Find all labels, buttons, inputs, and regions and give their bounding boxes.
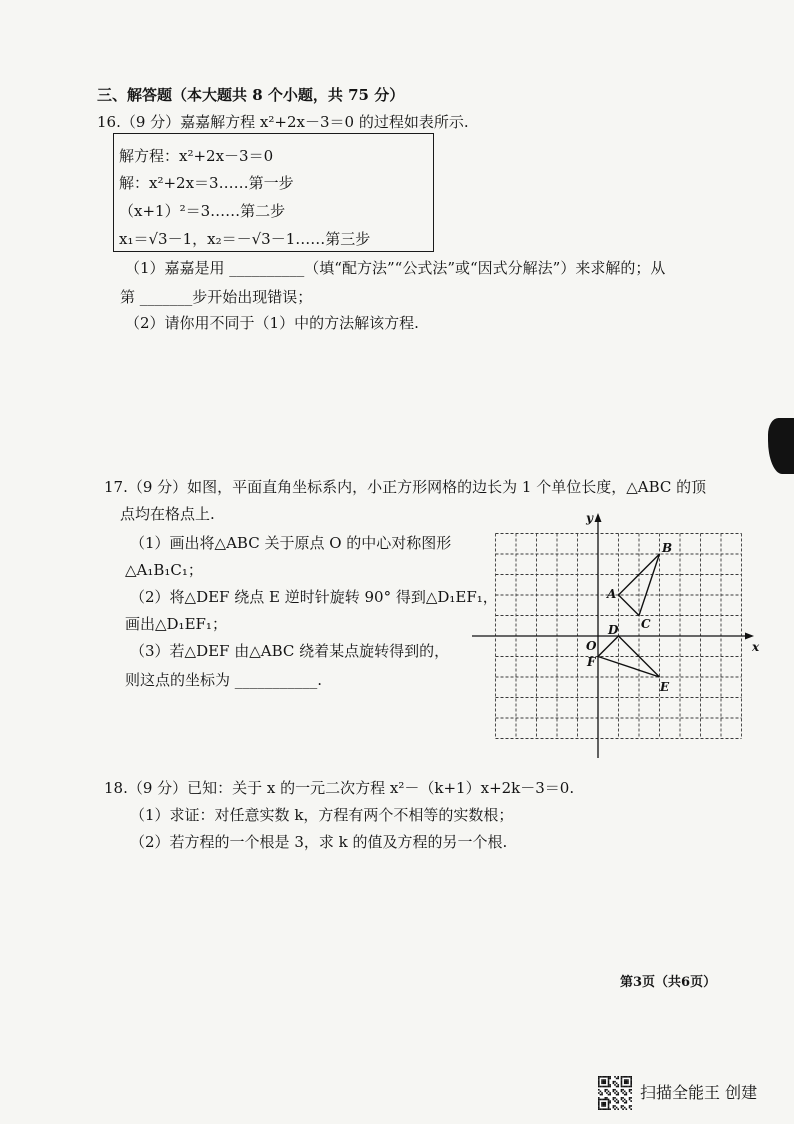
qr-module: [609, 1076, 611, 1078]
qr-module: [614, 1108, 616, 1110]
qr-module: [616, 1107, 618, 1109]
qr-module: [608, 1076, 610, 1078]
qr-module: [630, 1082, 632, 1084]
qr-module: [608, 1104, 610, 1106]
qr-module: [604, 1082, 606, 1084]
qr-module: [603, 1105, 605, 1107]
q17-part1-line1: （1）画出将△ABC 关于原点 O 的中心对称图形: [130, 534, 452, 552]
qr-module: [598, 1082, 600, 1084]
qr-module: [630, 1076, 632, 1078]
qr-module: [621, 1097, 623, 1099]
qr-module: [608, 1107, 610, 1109]
qr-module: [608, 1108, 610, 1110]
qr-module: [621, 1091, 623, 1093]
qr-module: [613, 1105, 615, 1107]
qr-module: [629, 1099, 631, 1101]
qr-module: [621, 1081, 623, 1083]
qr-module: [616, 1086, 618, 1088]
qr-module: [600, 1094, 602, 1096]
qr-module: [616, 1091, 618, 1093]
q17-stem-line1: 17.（9 分）如图，平面直角坐标系内，小正方形网格的边长为 1 个单位长度，△ABC 的顶: [104, 478, 707, 496]
qr-module: [609, 1092, 611, 1094]
qr-module: [622, 1089, 624, 1091]
qr-module: [613, 1091, 615, 1093]
qr-module: [608, 1078, 610, 1080]
qr-module: [617, 1108, 619, 1110]
qr-module: [626, 1076, 628, 1078]
qr-module: [614, 1105, 616, 1107]
qr-module: [598, 1105, 600, 1107]
qr-module: [600, 1086, 602, 1088]
y-axis-arrow: [595, 513, 602, 522]
qr-module: [630, 1089, 632, 1091]
qr-module: [608, 1091, 610, 1093]
qr-module: [598, 1081, 600, 1083]
qr-module: [604, 1079, 606, 1081]
qr-module: [604, 1076, 606, 1078]
qr-module: [624, 1079, 626, 1081]
qr-module: [609, 1084, 611, 1086]
qr-module: [608, 1086, 610, 1088]
qr-module: [621, 1079, 623, 1081]
qr-module: [624, 1102, 626, 1104]
qr-module: [609, 1100, 611, 1102]
qr-module: [609, 1094, 611, 1096]
qr-module: [608, 1081, 610, 1083]
qr-module: [630, 1081, 632, 1083]
q17-stem-line2: 点均在格点上.: [120, 505, 215, 523]
qr-module: [608, 1102, 610, 1104]
qr-module: [624, 1099, 626, 1101]
qr-module: [600, 1091, 602, 1093]
qr-module: [621, 1105, 623, 1107]
label-point-c: C: [641, 617, 651, 631]
qr-module: [614, 1092, 616, 1094]
qr-module: [624, 1107, 626, 1109]
qr-module: [604, 1081, 606, 1083]
qr-module: [603, 1099, 605, 1101]
qr-module: [630, 1105, 632, 1107]
label-point-d: D: [608, 623, 619, 637]
qr-module: [598, 1089, 600, 1091]
qr-module: [601, 1082, 603, 1084]
qr-module: [630, 1108, 632, 1110]
qr-module: [603, 1079, 605, 1081]
qr-module: [629, 1086, 631, 1088]
qr-module: [609, 1102, 611, 1104]
qr-module: [617, 1078, 619, 1080]
qr-module: [626, 1082, 628, 1084]
qr-module: [601, 1105, 603, 1107]
qr-module: [608, 1100, 610, 1102]
qr-module: [603, 1102, 605, 1104]
qr-module: [603, 1086, 605, 1088]
qr-module: [606, 1089, 608, 1091]
q16-solution-line: 解：x²+2x＝3……第一步: [119, 174, 294, 192]
qr-module: [598, 1108, 600, 1110]
qr-module: [626, 1081, 628, 1083]
qr-module: [606, 1097, 608, 1099]
qr-module: [621, 1107, 623, 1109]
qr-module: [609, 1086, 611, 1088]
qr-module: [617, 1100, 619, 1102]
qr-module: [626, 1108, 628, 1110]
qr-module: [604, 1086, 606, 1088]
qr-module: [616, 1078, 618, 1080]
qr-module: [604, 1108, 606, 1110]
qr-module: [601, 1099, 603, 1101]
qr-module: [621, 1076, 623, 1078]
qr-module: [630, 1097, 632, 1099]
qr-module: [614, 1089, 616, 1091]
qr-module: [608, 1084, 610, 1086]
qr-module: [604, 1097, 606, 1099]
qr-module: [630, 1086, 632, 1088]
qr-module: [598, 1099, 600, 1101]
qr-module: [614, 1100, 616, 1102]
q16-solution-line: x₁＝√3－1，x₂＝－√3－1……第三步: [119, 230, 371, 248]
qr-module: [626, 1079, 628, 1081]
label-y-axis: y: [586, 511, 593, 525]
qr-module: [630, 1084, 632, 1086]
qr-module: [604, 1089, 606, 1091]
qr-module: [604, 1104, 606, 1106]
qr-module: [603, 1104, 605, 1106]
qr-module: [626, 1102, 628, 1104]
qr-module: [624, 1086, 626, 1088]
qr-module: [629, 1107, 631, 1109]
label-origin: O: [586, 639, 597, 653]
qr-module: [609, 1108, 611, 1110]
qr-module: [621, 1089, 623, 1091]
qr-module: [622, 1105, 624, 1107]
qr-module: [600, 1076, 602, 1078]
qr-module: [606, 1108, 608, 1110]
qr-module: [604, 1105, 606, 1107]
qr-module: [624, 1094, 626, 1096]
qr-module: [608, 1079, 610, 1081]
q16-solution-box: [113, 133, 434, 252]
qr-module: [601, 1076, 603, 1078]
qr-module: [601, 1086, 603, 1088]
qr-module: [609, 1078, 611, 1080]
q16-part2: （2）请你用不同于（1）中的方法解该方程.: [125, 314, 419, 332]
qr-module: [616, 1102, 618, 1104]
qr-module: [608, 1094, 610, 1096]
section-heading: 三、解答题（本大题共 8 个小题，共 75 分）: [97, 86, 405, 104]
qr-module: [630, 1079, 632, 1081]
qr-code: [598, 1076, 632, 1110]
q18-part1: （1）求证：对任意实数 k，方程有两个不相等的实数根；: [130, 806, 514, 824]
qr-module: [598, 1076, 600, 1078]
qr-module: [622, 1092, 624, 1094]
qr-module: [603, 1108, 605, 1110]
qr-module: [598, 1104, 600, 1106]
label-point-a: A: [607, 587, 617, 601]
q17-part2-line1: （2）将△DEF 绕点 E 逆时针旋转 90° 得到△D₁EF₁，: [130, 588, 498, 606]
qr-module: [606, 1092, 608, 1094]
qr-module: [617, 1092, 619, 1094]
watermark-text: 扫描全能王 创建: [640, 1083, 758, 1102]
qr-module: [614, 1081, 616, 1083]
qr-module: [627, 1079, 629, 1081]
qr-module: [621, 1078, 623, 1080]
qr-module: [613, 1082, 615, 1084]
qr-module: [598, 1102, 600, 1104]
q16-part1-line2: 第 _______步开始出现错误；: [120, 288, 313, 306]
qr-module: [616, 1094, 618, 1096]
qr-module: [608, 1105, 610, 1107]
qr-module: [617, 1102, 619, 1104]
page-number: 第3页（共6页）: [620, 975, 717, 990]
q16-part1-line1: （1）嘉嘉是用 __________（填“配方法”“公式法”或“因式分解法”）来求解的；从: [125, 259, 666, 277]
qr-module: [617, 1084, 619, 1086]
qr-module: [614, 1076, 616, 1078]
qr-module: [617, 1076, 619, 1078]
qr-module: [629, 1091, 631, 1093]
qr-module: [598, 1084, 600, 1086]
qr-module: [604, 1091, 606, 1093]
qr-module: [614, 1084, 616, 1086]
qr-module: [601, 1092, 603, 1094]
qr-module: [621, 1099, 623, 1101]
label-point-f: F: [587, 655, 596, 669]
qr-module: [601, 1079, 603, 1081]
qr-module: [601, 1094, 603, 1096]
qr-module: [600, 1099, 602, 1101]
qr-module: [604, 1099, 606, 1101]
qr-module: [622, 1076, 624, 1078]
label-point-e: E: [660, 680, 670, 694]
q16-stem: 16.（9 分）嘉嘉解方程 x²+2x－3＝0 的过程如表所示.: [97, 113, 469, 131]
qr-module: [630, 1092, 632, 1094]
qr-module: [622, 1097, 624, 1099]
qr-module: [601, 1104, 603, 1106]
qr-module: [614, 1097, 616, 1099]
q17-part2-line2: 画出△D₁EF₁；: [125, 615, 227, 633]
qr-module: [622, 1086, 624, 1088]
qr-module: [616, 1099, 618, 1101]
qr-module: [613, 1099, 615, 1101]
qr-module: [624, 1076, 626, 1078]
qr-module: [603, 1081, 605, 1083]
qr-module: [606, 1076, 608, 1078]
qr-module: [600, 1108, 602, 1110]
qr-module: [629, 1089, 631, 1091]
q17-part1-line2: △A₁B₁C₁；: [125, 561, 203, 579]
qr-module: [624, 1081, 626, 1083]
qr-module: [598, 1092, 600, 1094]
qr-module: [613, 1097, 615, 1099]
qr-module: [601, 1102, 603, 1104]
label-point-b: B: [662, 541, 673, 555]
qr-module: [627, 1076, 629, 1078]
qr-module: [601, 1081, 603, 1083]
qr-module: [613, 1107, 615, 1109]
qr-module: [626, 1100, 628, 1102]
qr-module: [617, 1094, 619, 1096]
qr-module: [629, 1097, 631, 1099]
q16-solution-line: （x+1）²＝3……第二步: [119, 202, 286, 220]
qr-module: [624, 1082, 626, 1084]
qr-module: [606, 1086, 608, 1088]
qr-module: [613, 1089, 615, 1091]
qr-module: [598, 1100, 600, 1102]
qr-module: [598, 1086, 600, 1088]
qr-module: [622, 1100, 624, 1102]
qr-module: [601, 1108, 603, 1110]
qr-module: [630, 1078, 632, 1080]
qr-module: [629, 1076, 631, 1078]
scan-artifact: [768, 418, 794, 474]
q16-solution-line: 解方程：x²+2x－3＝0: [119, 147, 274, 165]
qr-module: [626, 1092, 628, 1094]
qr-module: [606, 1099, 608, 1101]
q18-part2: （2）若方程的一个根是 3，求 k 的值及方程的另一个根.: [130, 833, 508, 851]
qr-module: [608, 1099, 610, 1101]
qr-module: [627, 1081, 629, 1083]
qr-module: [627, 1086, 629, 1088]
qr-module: [626, 1094, 628, 1096]
qr-module: [598, 1097, 600, 1099]
qr-module: [598, 1079, 600, 1081]
qr-module: [617, 1086, 619, 1088]
qr-module: [621, 1082, 623, 1084]
qr-module: [629, 1105, 631, 1107]
qr-module: [627, 1082, 629, 1084]
q17-part3-line1: （3）若△DEF 由△ABC 绕着某点旋转得到的，: [130, 642, 450, 660]
qr-module: [603, 1076, 605, 1078]
q18-stem: 18.（9 分）已知：关于 x 的一元二次方程 x²－（k+1）x+2k－3＝0.: [104, 779, 575, 797]
qr-module: [630, 1100, 632, 1102]
x-axis-arrow: [745, 633, 754, 640]
qr-module: [616, 1082, 618, 1084]
qr-module: [598, 1107, 600, 1109]
qr-module: [621, 1086, 623, 1088]
qr-module: [624, 1091, 626, 1093]
qr-module: [613, 1081, 615, 1083]
qr-module: [598, 1078, 600, 1080]
qr-module: [621, 1084, 623, 1086]
qr-module: [626, 1086, 628, 1088]
qr-module: [604, 1102, 606, 1104]
label-x-axis: x: [752, 640, 760, 654]
qr-module: [603, 1082, 605, 1084]
coordinate-grid-figure: [470, 500, 770, 765]
qr-module: [608, 1082, 610, 1084]
q17-part3-line2: 则这点的坐标为 ___________.: [125, 671, 323, 689]
qr-module: [622, 1108, 624, 1110]
